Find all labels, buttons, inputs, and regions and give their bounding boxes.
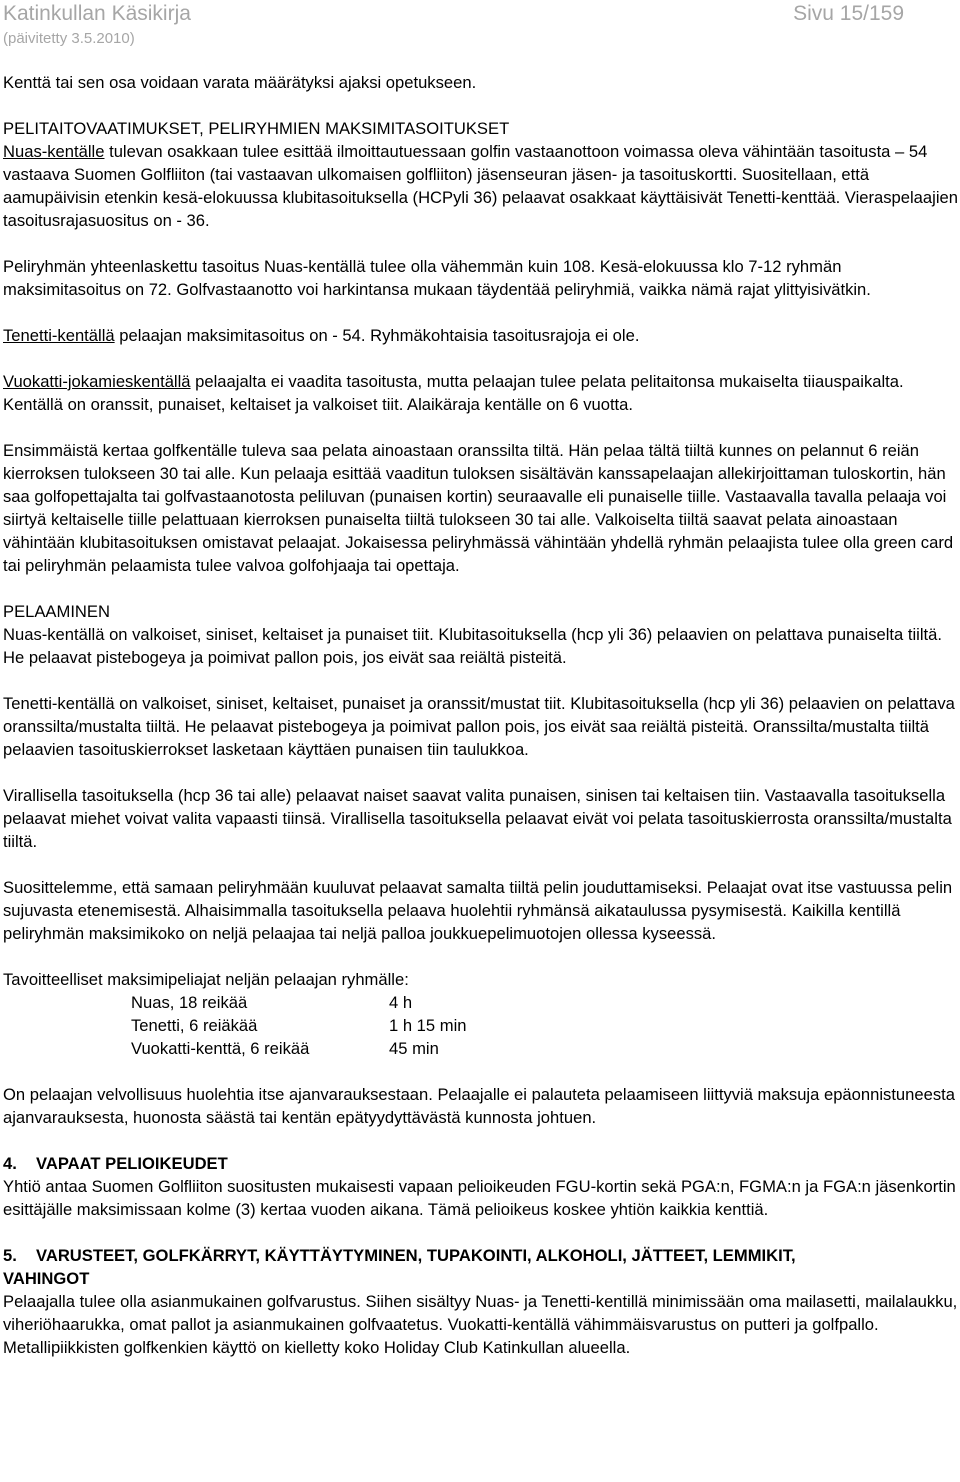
play-time: 1 h 15 min bbox=[389, 1016, 467, 1035]
tenetti-link: Tenetti-kentällä bbox=[3, 326, 115, 345]
nuas-text: tulevan osakkaan tulee esittää ilmoittautuessaan golfin vastaanottoon voimassa oleva vähintään tasoitusta – 54 vastaava Suomen Golfliiton (tai vastaavan ulkomaisen golfliiton) jäsenseuran jäsen- ja tasoituskortti. Suositellaan, että aamupäivisin etenkin kesä-elokuussa klubitasoituksella (HCPyli 36) pelaavat osakkaat käyttäisivät Tenetti-kenttää. Vieraspelaajien tasoitusrajasuositus on - 36. bbox=[3, 142, 958, 230]
vuokatti-link: Vuokatti-jokamieskentällä bbox=[3, 372, 191, 391]
section-4-title: VAPAAT PELIOIKEUDET bbox=[36, 1154, 228, 1173]
header-title: Katinkullan Käsikirja bbox=[3, 2, 191, 25]
play-time: 45 min bbox=[389, 1039, 439, 1058]
times-intro: Tavoitteelliset maksimipeliajat neljän pelaajan ryhmälle: bbox=[3, 970, 409, 989]
paragraph-group-handicap: Peliryhmän yhteenlaskettu tasoitus Nuas-kentällä tulee olla vähemmän kuin 108. Kesä-elokuussa klo 7-12 ryhmän maksimitasoitus on 72. Golfvastaanotto voi harkintansa mukaan täydentää peliryhmiä, vaikka nämä rajat ylittyisivätkin. bbox=[3, 257, 871, 299]
table-row bbox=[131, 991, 466, 1014]
play-times-table bbox=[131, 991, 466, 1060]
paragraph-recommendation: Suosittelemme, että samaan peliryhmään kuuluvat pelaavat samalta tiiltä pelin jouduttamiseksi. Pelaajat ovat itse vastuussa pelin sujuvasta etenemisestä. Alhaisimmalla tasoituksella pelaava huolehtii ryhmänsä aikataulussa pysymisestä. Kaikilla kentillä peliryhmän maksimikoko on neljä pelaajaa tai neljä palloa joukkuepelimuotojen ollessa kyseessä. bbox=[3, 878, 953, 943]
document-body bbox=[3, 71, 958, 1382]
course-name: Vuokatti-kenttä, 6 reikää bbox=[131, 1039, 310, 1058]
section-4-number: 4. bbox=[3, 1154, 17, 1173]
page-number: Sivu 15/159 bbox=[793, 2, 904, 25]
paragraph-official-handicap: Virallisella tasoituksella (hcp 36 tai alle) pelaavat naiset saavat valita punaisen, sinisen tai keltaisen tiin. Vastaavalla tasoituksella pelaavat miehet voivat valita vapaasti tiinsä. Virallisella tasoituksella pelaavat eivät voi pelata tasoituskierrosta oranssilta/mustalta tiiltä. bbox=[3, 786, 952, 851]
paragraph-nuas bbox=[3, 140, 958, 232]
table-row bbox=[131, 1037, 466, 1060]
section-4-heading bbox=[3, 1152, 958, 1175]
paragraph-booking: On pelaajan velvollisuus huolehtia itse ajanvarauksestaan. Pelaajalle ei palauteta pelaamiseen liittyviä maksuja epäonnistuneesta ajanvarauksesta, huonosta säästä tai kentän epätyydyttävästä kunnosta johtuen. bbox=[3, 1085, 955, 1127]
play-time: 4 h bbox=[389, 993, 413, 1012]
nuas-link: Nuas-kentälle bbox=[3, 142, 105, 161]
paragraph-free-play: Yhtiö antaa Suomen Golfliiton suositusten mukaisesti vapaan pelioikeuden FGU-kortin sekä PGA:n, FGMA:n ja FGA:n jäsenkortin esittäjälle maksimissaan kolme (3) kertaa vuoden aikana. Tämä pelioikeus koskee yhtiön kaikkia kenttiä. bbox=[3, 1177, 956, 1219]
section-5-heading bbox=[3, 1244, 958, 1290]
section-5-title: VARUSTEET, GOLFKÄRRYT, KÄYTTÄYTYMINEN, TUPAKOINTI, ALKOHOLI, JÄTTEET, LEMMIKIT, bbox=[36, 1246, 796, 1265]
vuokatti-text: pelaajalta ei vaadita tasoitusta, mutta pelaajan tulee pelata pelitaitonsa mukaiselta tiiauspaikalta. Kentällä on oranssit, punaiset, keltaiset ja valkoiset tiit. Alaikäraja kentälle on 6 vuotta. bbox=[3, 372, 904, 414]
paragraph-vuokatti bbox=[3, 370, 958, 416]
paragraph-tenetti-tees: Tenetti-kentällä on valkoiset, siniset, keltaiset, punaiset ja oranssit/mustat tiit. Klubitasoituksella (hcp yli 36) pelaavien on pelattava oranssilta/mustalta tiiltä. He pelaavat pistebogeya ja poimivat pallon pois, jos eivät saa reiältä pisteitä. Oranssilta/mustalta tiiltä pelaavien tasoituskierrokset lasketaan käyttäen punaisen tiin taulukkoa. bbox=[3, 694, 955, 759]
tenetti-text: pelaajan maksimitasoitus on - 54. Ryhmäkohtaisia tasoitusrajoja ei ole. bbox=[114, 326, 640, 345]
table-row bbox=[131, 1014, 466, 1037]
paragraph-equipment: Pelaajalla tulee olla asianmukainen golfvarustus. Siihen sisältyy Nuas- ja Tenetti-kentillä minimissään oma mailasetti, mailalaukku, viheriöhaarukka, omat pallot ja asianmukainen golfvaatetus. Vuokatti-kentällä vähimmäisvarustus on putteri ja golfpallo. Metallipiikkisten golfkenkien käyttö on kielletty koko Holiday Club Katinkullan alueella. bbox=[3, 1292, 958, 1357]
paragraph-tenetti bbox=[3, 324, 958, 347]
section-5-number: 5. bbox=[3, 1246, 17, 1265]
paragraph-nuas-tees: Nuas-kentällä on valkoiset, siniset, keltaiset ja punaiset tiit. Klubitasoituksella (hcp yli 36) pelaavien on pelattava punaiselta tiiltä. He pelaavat pistebogeya ja poimivat pallon pois, jos eivät saa reiältä pisteitä. bbox=[3, 625, 942, 667]
paragraph-first-time: Ensimmäistä kertaa golfkentälle tuleva saa pelata ainoastaan oranssilta tiltä. Hän pelaa tältä tiiltä kunnes on pelannut 6 reiän kierroksen tulokseen 30 tai alle. Kun pelaaja esittää vaaditun tuloksen sisältävän kanssapelaajan allekirjoittaman tuloskortin, hän saa golfopettajalta tai golfvastaanotosta peliluvan (punaisen kortin) seuraavalle eli punaiselle tiille. Vastaavalla tavalla pelaaja voi siirtyä keltaiselle tiille pelattuaan kierroksen punaiselta tiiltä tulokseen 30 tai alle. Valkoiselta tiiltä saavat pelata ainoastaan vähintään klubitasoituksen omistavat pelaajat. Jokaisessa peliryhmässä vähintään yhdellä ryhmän pelaajista tulee olla green card tai peliryhmän pelaamista tulee valvoa golfohjaaja tai opettaja. bbox=[3, 441, 954, 575]
section-5-title-continued: VAHINGOT bbox=[3, 1269, 90, 1288]
section-heading-pelitaito: PELITAITOVAATIMUKSET, PELIRYHMIEN MAKSIMITASOITUKSET bbox=[3, 119, 510, 138]
section-heading-pelaaminen: PELAAMINEN bbox=[3, 602, 110, 621]
course-name: Tenetti, 6 reiäkää bbox=[131, 1016, 258, 1035]
header-updated: (päivitetty 3.5.2010) bbox=[3, 30, 135, 47]
paragraph-reserve: Kenttä tai sen osa voidaan varata määrätyksi ajaksi opetukseen. bbox=[3, 73, 477, 92]
course-name: Nuas, 18 reikää bbox=[131, 993, 248, 1012]
